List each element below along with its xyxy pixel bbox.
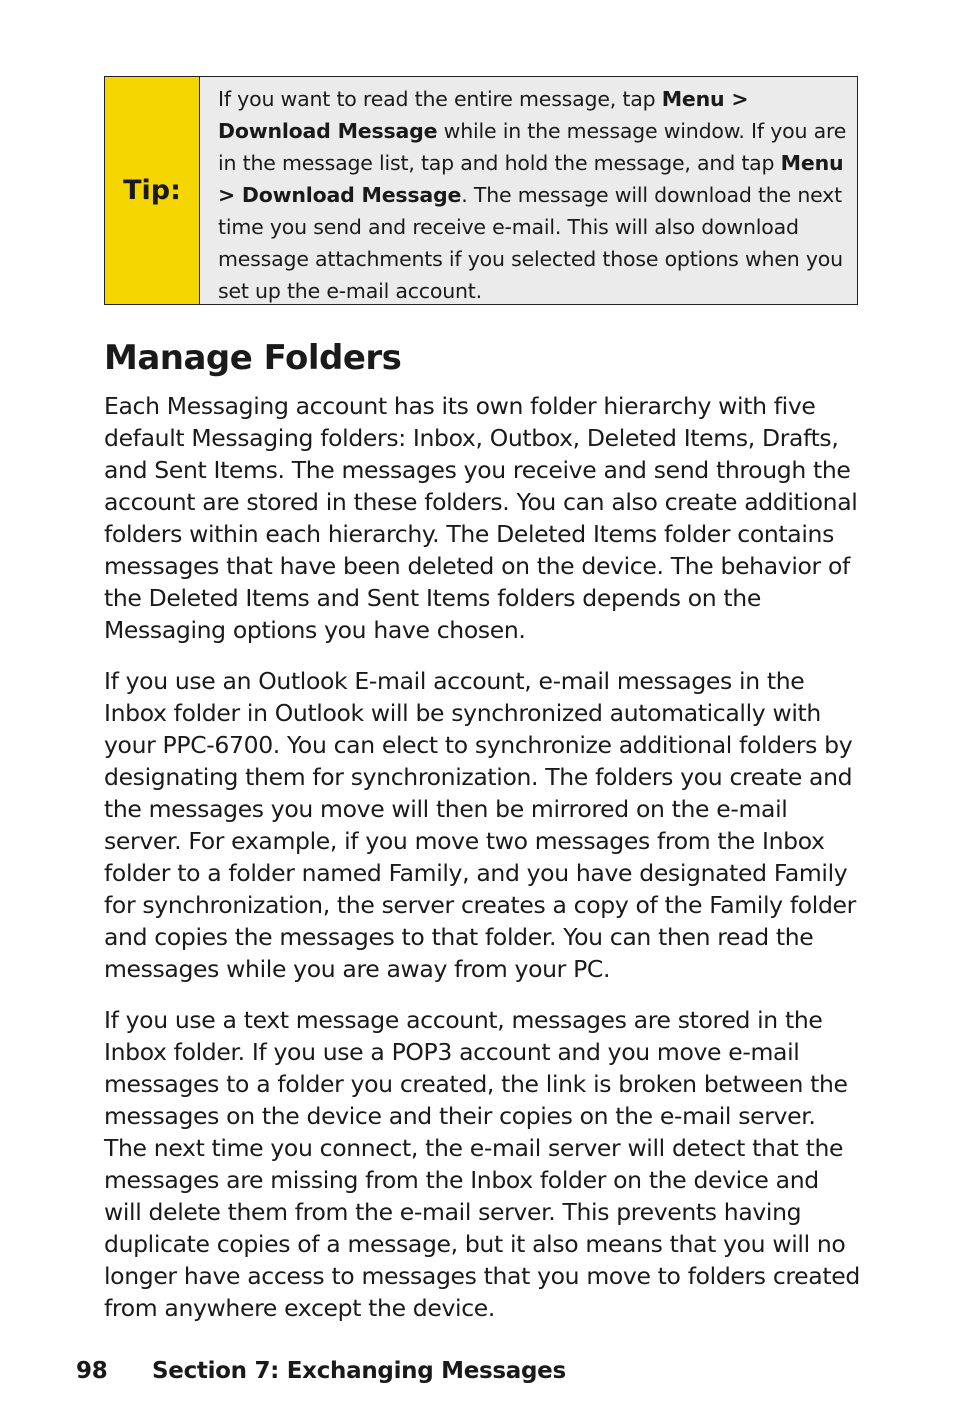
- tip-label: Tip:: [123, 175, 181, 206]
- section-heading: Manage Folders: [104, 338, 402, 378]
- body-paragraph: Each Messaging account has its own folder hierarchy with five default Messaging folders: Inbox, Outbox, Deleted Items, Drafts, and Sent Items. The messages you receive and send through the account are stored in these folders. You can also create additional folders within each hierarchy. The Deleted Items folder contains messages that have been deleted on the device. The behavior of the Deleted Items and Sent Items folders depends on the Messaging options you have chosen.: [104, 392, 858, 644]
- tip-menu-path: Menu > Download Message: [218, 151, 844, 207]
- page-footer: [76, 1358, 566, 1384]
- tip-menu-path: Menu > Download Message: [218, 87, 749, 143]
- tip-text-segment: If you want to read the entire message, tap: [218, 87, 662, 111]
- body-paragraph: If you use an Outlook E-mail account, e-mail messages in the Inbox folder in Outlook will be synchronized automatically with your PPC-6700. You can elect to synchronize additional folders by designating them for synchronization. The folders you create and the messages you move will then be mirrored on the e-mail server. For example, if you move two messages from the Inbox folder to a folder named Family, and you have designated Family for synchronization, the server creates a copy of the Family folder and copies the messages to that folder. You can then read the messages while you are away from your PC.: [104, 667, 856, 983]
- body-paragraph: If you use a text message account, messages are stored in the Inbox folder. If you use a POP3 account and you move e-mail messages to a folder you created, the link is broken between the messages on the device and their copies on the e-mail server. The next time you connect, the e-mail server will detect that the messages are missing from the Inbox folder on the device and will delete them from the e-mail server. This prevents having duplicate copies of a message, but it also means that you will no longer have access to messages that you move to folders created from anywhere except the device.: [104, 1006, 860, 1322]
- tip-text: [200, 77, 857, 304]
- tip-label-cell: [105, 77, 200, 304]
- tip-text-segment: while in the message window. If you are in the message list, tap and hold the message, and tap: [218, 119, 847, 175]
- page-number: 98: [76, 1358, 108, 1384]
- footer-section-title: Section 7: Exchanging Messages: [152, 1358, 566, 1384]
- tip-box: [104, 76, 858, 305]
- tip-text-segment: . The message will download the next time you send and receive e-mail. This will also download message attachments if you selected those options when you set up the e-mail account.: [218, 183, 843, 303]
